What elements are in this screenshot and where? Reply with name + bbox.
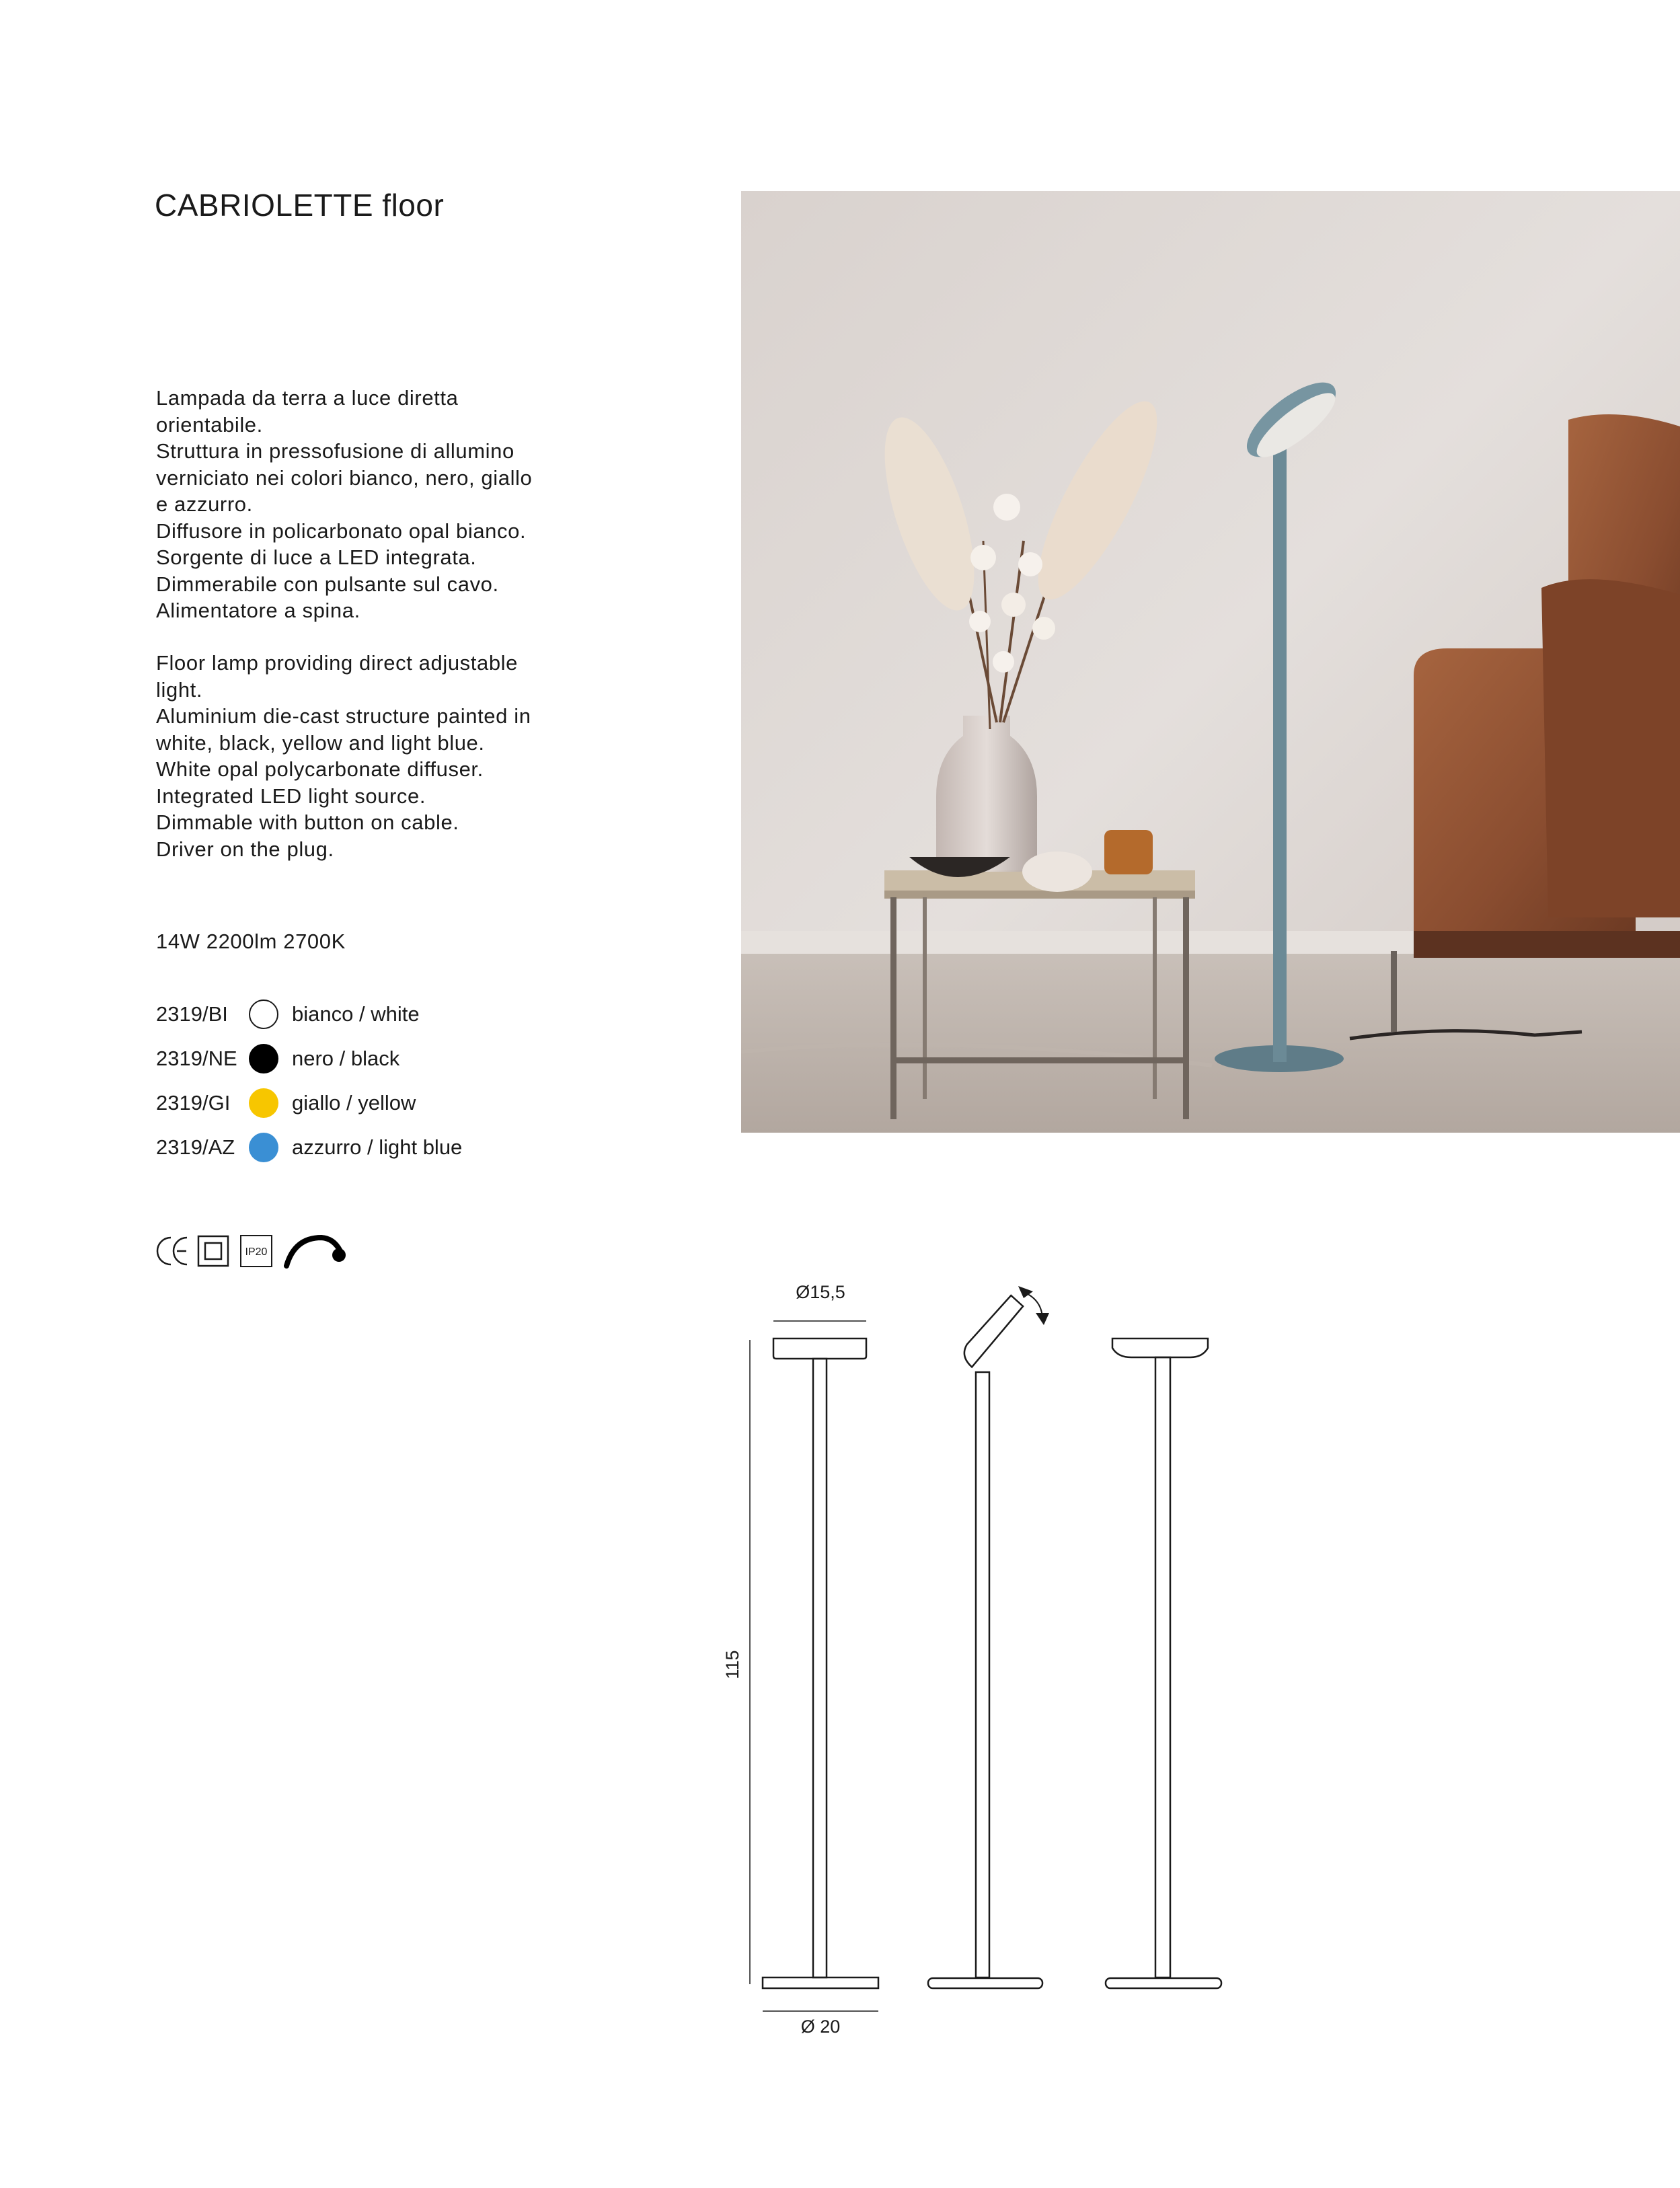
variant-black — [156, 1036, 462, 1081]
head-diameter-label: Ø15,5 — [796, 1282, 845, 1302]
product-title: CABRIOLETTE floor — [155, 188, 445, 223]
description-line: Sorgente di luce a LED integrata. — [156, 545, 477, 569]
description-english — [156, 650, 586, 862]
variant-yellow — [156, 1081, 462, 1125]
certification-icons — [155, 1232, 347, 1270]
product-photo — [741, 191, 1680, 1133]
description-line: orientabile. — [156, 412, 263, 437]
variant-label: azzurro / light blue — [292, 1135, 463, 1159]
variant-code: 2319/AZ — [156, 1135, 235, 1159]
description-line: Integrated LED light source. — [156, 784, 426, 808]
technical-specs: 14W 2200lm 2700K — [156, 930, 346, 953]
description-line: e azzurro. — [156, 492, 253, 516]
color-variants-list — [156, 992, 462, 1170]
variant-code: 2319/NE — [156, 1047, 237, 1070]
variant-label: nero / black — [292, 1047, 400, 1070]
dimension-drawing — [699, 1271, 1251, 2051]
technical-drawing — [699, 1271, 1251, 2055]
description-line: Struttura in pressofusione di allumino — [156, 439, 514, 463]
dimmer-icon — [282, 1232, 347, 1270]
variant-label: bianco / white — [292, 1002, 420, 1026]
description-line: light. — [156, 677, 203, 702]
ip-rating-icon — [239, 1234, 273, 1268]
room-scene-image — [741, 191, 1680, 1133]
description-line: Dimmable with button on cable. — [156, 810, 459, 834]
description-line: Diffusore in policarbonato opal bianco. — [156, 519, 527, 543]
description-line: Floor lamp providing direct adjustable — [156, 651, 519, 675]
description-line: White opal polycarbonate diffuser. — [156, 757, 484, 781]
variant-code: 2319/BI — [156, 1002, 228, 1026]
description-line: white, black, yellow and light blue. — [156, 730, 485, 755]
black-swatch-icon — [249, 1044, 278, 1073]
yellow-swatch-icon — [249, 1088, 278, 1118]
light-blue-swatch-icon — [249, 1133, 278, 1162]
white-swatch-icon — [249, 999, 278, 1029]
description-line: Dimmerabile con pulsante sul cavo. — [156, 572, 499, 596]
base-diameter-label: Ø 20 — [800, 2016, 841, 2037]
double-insulation-icon — [196, 1234, 230, 1268]
description-italian — [156, 385, 586, 624]
description-line: verniciato nei colori bianco, nero, giallo — [156, 465, 533, 490]
variant-light-blue — [156, 1125, 462, 1170]
variant-code: 2319/GI — [156, 1091, 231, 1115]
variant-label: giallo / yellow — [292, 1091, 416, 1115]
ce-mark-icon — [155, 1234, 190, 1269]
description-line: Driver on the plug. — [156, 837, 334, 861]
ip-rating-label: IP20 — [245, 1246, 268, 1258]
variant-white — [156, 992, 462, 1036]
description-line: Aluminium die-cast structure painted in — [156, 704, 531, 728]
height-label: 115 — [722, 1650, 742, 1680]
description-line: Alimentatore a spina. — [156, 599, 360, 622]
description-line: Lampada da terra a luce diretta — [156, 386, 459, 410]
